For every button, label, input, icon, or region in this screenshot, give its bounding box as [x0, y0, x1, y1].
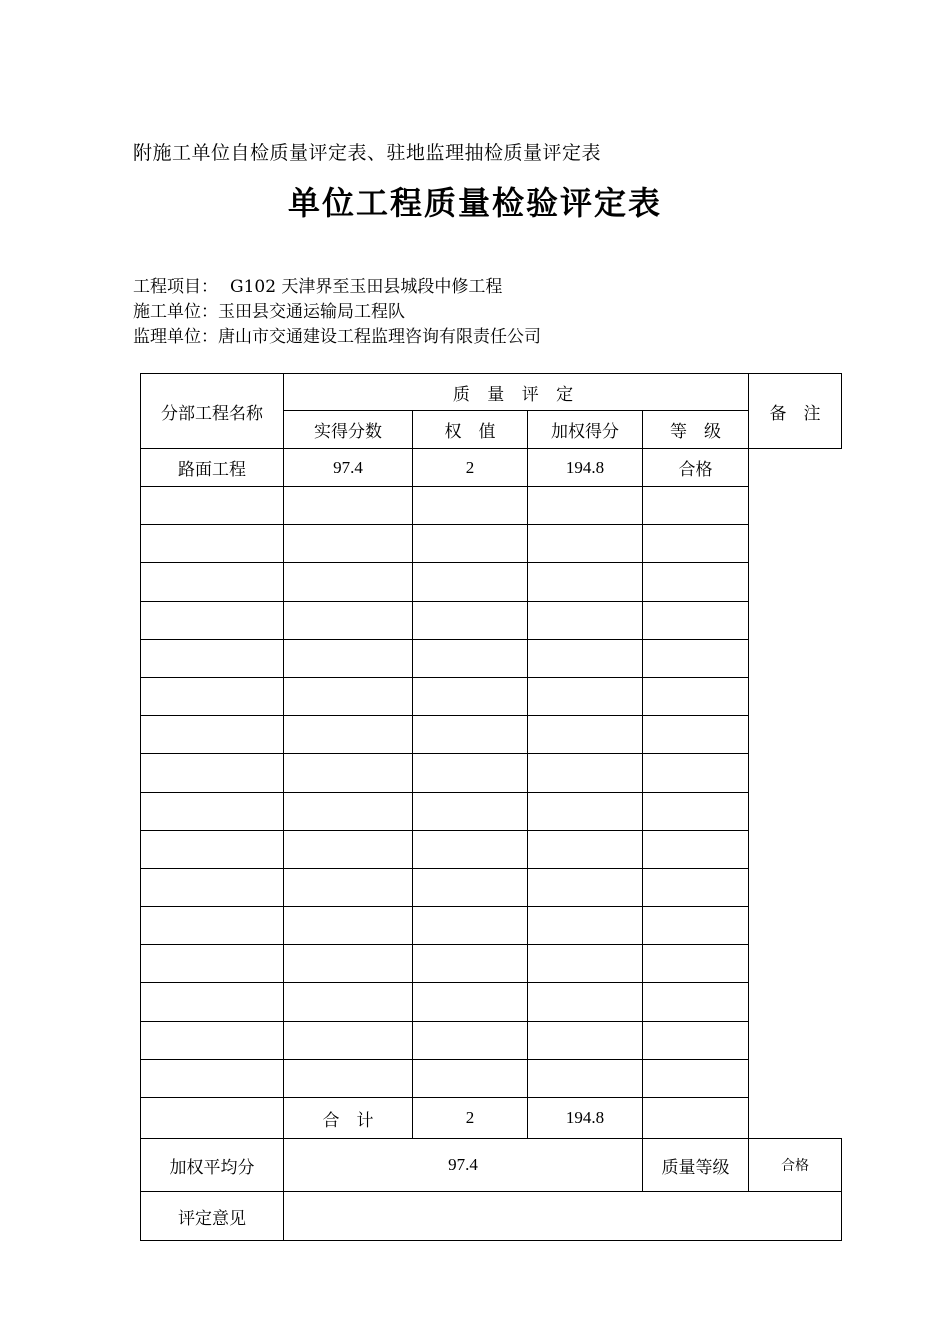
- actual-score-cell: [284, 868, 413, 906]
- actual-score-cell: [284, 525, 413, 563]
- weight-cell: [413, 830, 528, 868]
- quality-grade-label: 质量等级: [643, 1139, 749, 1192]
- weighted-score-cell: [528, 1021, 643, 1059]
- actual-score-cell: 97.4: [284, 449, 413, 487]
- grade-cell: [643, 830, 749, 868]
- actual-score-cell: [284, 563, 413, 601]
- weight-cell: [413, 677, 528, 715]
- part-name-cell: [141, 563, 284, 601]
- project-value: G102 天津界至玉田县城段中修工程: [230, 277, 503, 297]
- grade-cell: [643, 945, 749, 983]
- weighted-score-header: 加权得分: [528, 411, 643, 449]
- weighted-score-cell: 194.8: [528, 449, 643, 487]
- part-name-cell: [141, 677, 284, 715]
- quality-eval-header: 质 量 评 定: [284, 374, 749, 411]
- grade-cell: [643, 754, 749, 792]
- table-row: [141, 792, 842, 830]
- average-row: [141, 1139, 842, 1192]
- weighted-score-cell: [528, 525, 643, 563]
- weighted-score-cell: [528, 983, 643, 1021]
- actual-score-cell: [284, 945, 413, 983]
- table-row: [141, 1021, 842, 1059]
- total-empty-cell: [141, 1098, 284, 1139]
- grade-cell: [643, 1059, 749, 1097]
- weighted-score-cell: [528, 487, 643, 525]
- table-row: [141, 907, 842, 945]
- part-name-cell: [141, 792, 284, 830]
- actual-score-header: 实得分数: [284, 411, 413, 449]
- table-row: [141, 754, 842, 792]
- grade-cell: [643, 639, 749, 677]
- grade-cell: [643, 868, 749, 906]
- actual-score-cell: [284, 983, 413, 1021]
- project-label: 工程项目：: [133, 277, 218, 297]
- weight-cell: [413, 792, 528, 830]
- table-row: [141, 716, 842, 754]
- table-row: [141, 677, 842, 715]
- actual-score-cell: [284, 716, 413, 754]
- weight-cell: [413, 716, 528, 754]
- grade-cell: [643, 1021, 749, 1059]
- actual-score-cell: [284, 639, 413, 677]
- grade-cell: [643, 792, 749, 830]
- weight-header: 权 值: [413, 411, 528, 449]
- opinion-label: 评定意见: [141, 1192, 284, 1241]
- weight-cell: [413, 907, 528, 945]
- weight-cell: [413, 945, 528, 983]
- actual-score-cell: [284, 792, 413, 830]
- part-name-cell: [141, 1059, 284, 1097]
- remarks-cell: 备 注: [749, 374, 842, 449]
- total-grade: [643, 1098, 749, 1139]
- project-info: [133, 275, 502, 299]
- weight-cell: [413, 1021, 528, 1059]
- total-label: 合 计: [284, 1098, 413, 1139]
- part-name-cell: [141, 945, 284, 983]
- part-name-cell: [141, 1021, 284, 1059]
- grade-cell: [643, 983, 749, 1021]
- part-name-cell: [141, 639, 284, 677]
- part-name-header: 分部工程名称: [141, 374, 284, 449]
- table-row: [141, 945, 842, 983]
- part-name-cell: [141, 754, 284, 792]
- actual-score-cell: [284, 677, 413, 715]
- weight-cell: [413, 868, 528, 906]
- table-row: [141, 487, 842, 525]
- table-row: [141, 449, 842, 487]
- quality-grade-value: 合格: [749, 1139, 842, 1192]
- weight-cell: [413, 525, 528, 563]
- table-row: [141, 1059, 842, 1097]
- header-row-1: [141, 374, 842, 411]
- part-name-cell: [141, 983, 284, 1021]
- grade-cell: [643, 525, 749, 563]
- total-row: [141, 1098, 842, 1139]
- weighted-score-cell: [528, 1059, 643, 1097]
- supervisor-value: 唐山市交通建设工程监理咨询有限责任公司: [218, 327, 541, 347]
- weighted-score-cell: [528, 830, 643, 868]
- table-row: [141, 983, 842, 1021]
- table-row: [141, 563, 842, 601]
- grade-cell: [643, 487, 749, 525]
- actual-score-cell: [284, 754, 413, 792]
- actual-score-cell: [284, 907, 413, 945]
- table-row: [141, 525, 842, 563]
- grade-cell: [643, 601, 749, 639]
- weight-cell: [413, 601, 528, 639]
- evaluation-table: [140, 373, 842, 1241]
- part-name-cell: [141, 525, 284, 563]
- part-name-cell: [141, 868, 284, 906]
- weighted-average-label: 加权平均分: [141, 1139, 284, 1192]
- weighted-score-cell: [528, 677, 643, 715]
- weight-cell: [413, 639, 528, 677]
- weighted-score-cell: [528, 639, 643, 677]
- weight-cell: [413, 1059, 528, 1097]
- weight-cell: 2: [413, 449, 528, 487]
- page-title: 单位工程质量检验评定表: [287, 184, 662, 222]
- actual-score-cell: [284, 1059, 413, 1097]
- table-row: [141, 830, 842, 868]
- weighted-score-cell: [528, 563, 643, 601]
- builder-value: 玉田县交通运输局工程队: [218, 302, 405, 322]
- part-name-cell: [141, 487, 284, 525]
- grade-cell: [643, 907, 749, 945]
- weight-cell: [413, 487, 528, 525]
- total-weighted-score: 194.8: [528, 1098, 643, 1139]
- weight-cell: [413, 563, 528, 601]
- weighted-score-cell: [528, 792, 643, 830]
- grade-cell: [643, 563, 749, 601]
- opinion-value[interactable]: [284, 1192, 842, 1241]
- opinion-row: [141, 1192, 842, 1241]
- weighted-score-cell: [528, 907, 643, 945]
- grade-header: 等 级: [643, 411, 749, 449]
- supervisor-label: 监理单位：: [133, 327, 218, 347]
- part-name-cell: [141, 601, 284, 639]
- grade-cell: [643, 716, 749, 754]
- table-row: [141, 868, 842, 906]
- total-weight: 2: [413, 1098, 528, 1139]
- builder-label: 施工单位：: [133, 302, 218, 322]
- grade-cell: 合格: [643, 449, 749, 487]
- actual-score-cell: [284, 601, 413, 639]
- table-row: [141, 639, 842, 677]
- weight-cell: [413, 754, 528, 792]
- weighted-average-value: 97.4: [284, 1139, 643, 1192]
- supervisor-info: [133, 325, 541, 349]
- table-row: [141, 601, 842, 639]
- weighted-score-cell: [528, 868, 643, 906]
- actual-score-cell: [284, 487, 413, 525]
- weighted-score-cell: [528, 601, 643, 639]
- part-name-cell: 路面工程: [141, 449, 284, 487]
- part-name-cell: [141, 716, 284, 754]
- weighted-score-cell: [528, 716, 643, 754]
- actual-score-cell: [284, 830, 413, 868]
- part-name-cell: [141, 830, 284, 868]
- form-note: 附施工单位自检质量评定表、驻地监理抽检质量评定表: [133, 142, 602, 164]
- actual-score-cell: [284, 1021, 413, 1059]
- part-name-cell: [141, 907, 284, 945]
- weight-cell: [413, 983, 528, 1021]
- weighted-score-cell: [528, 945, 643, 983]
- weighted-score-cell: [528, 754, 643, 792]
- grade-cell: [643, 677, 749, 715]
- builder-info: [133, 300, 405, 324]
